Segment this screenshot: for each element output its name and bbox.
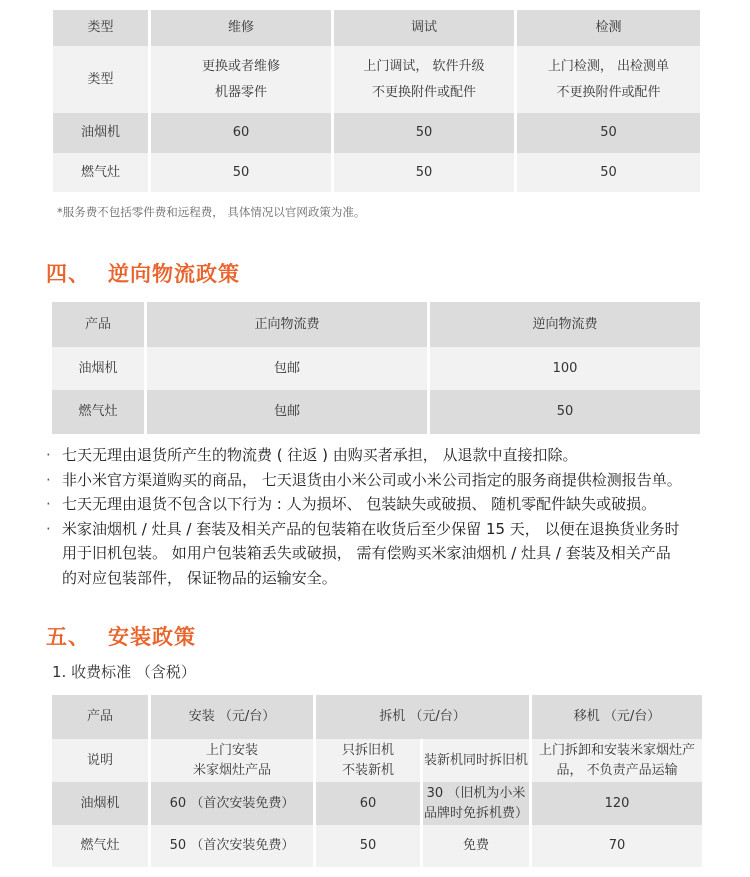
section-heading (46, 621, 196, 651)
cell-line: 不装新机 (341, 762, 394, 778)
table-header-row (53, 10, 700, 46)
table-cell (532, 739, 702, 782)
table-cell: 50 (517, 113, 700, 153)
cell-line: 不更换附件或配件 (556, 84, 661, 100)
table-row (52, 390, 700, 434)
table-cell: 50 (334, 153, 514, 192)
service-fee-table (50, 10, 703, 192)
bullet-icon: · (46, 495, 51, 513)
section-title: 安装政策 (108, 625, 196, 649)
policy-bullet-list (44, 443, 724, 590)
cell-line: 品， 不负责产品运输 (556, 762, 678, 778)
table-row (53, 113, 700, 153)
row-label: 油烟机 (52, 347, 144, 390)
table-cell: 包邮 (147, 390, 427, 434)
list-item (44, 443, 724, 468)
table-cell: 50 (151, 153, 331, 192)
table-cell (151, 46, 331, 113)
cell-line: 品牌时免拆机费） (424, 805, 529, 821)
table-row (53, 153, 700, 192)
row-label: 燃气灶 (52, 390, 144, 434)
table-cell: 包邮 (147, 347, 427, 390)
table-cell: 50 (316, 825, 420, 867)
table-cell: 装新机同时拆旧机 (423, 739, 529, 782)
row-label: 燃气灶 (53, 153, 148, 192)
table-header-row (52, 695, 702, 739)
table-cell: 50 (517, 153, 700, 192)
table-cell: 免费 (423, 825, 529, 867)
table-cell: 60 (316, 782, 420, 825)
row-label: 说明 (52, 739, 148, 782)
cell-line: 上门检测， 出检测单 (547, 58, 670, 74)
table-cell (316, 739, 420, 782)
header-cell: 维修 (151, 10, 331, 46)
table-cell (151, 739, 313, 782)
cell-line: 不更换附件或配件 (371, 84, 476, 100)
table-cell: 50 （首次安装免费） (151, 825, 313, 867)
table-cell: 60 (151, 113, 331, 153)
section-title: 逆向物流政策 (108, 262, 240, 286)
subsection-heading: 1. 收费标准 （含税） (52, 663, 196, 681)
table-cell: 60 （首次安装免费） (151, 782, 313, 825)
row-label: 油烟机 (52, 782, 148, 825)
table-row (53, 46, 700, 113)
list-item-text: 七天无理由退货不包含以下行为 : 人为损坏、 包装缺失或破损、 随机零配件缺失或破损。 (62, 495, 657, 513)
cell-line: 上门安装 (205, 743, 258, 758)
table-header-row (52, 302, 700, 347)
table-cell: 100 (430, 347, 700, 390)
table-cell (517, 46, 700, 113)
list-item (44, 492, 724, 517)
cell-line: 30 （旧机为小米 (426, 786, 526, 801)
section-number: 五、 (46, 625, 90, 649)
list-item-text: 非小米官方渠道购买的商品， 七天退货由小米公司或小米公司指定的服务商提供检测报告单。 (62, 470, 682, 489)
table-row (52, 782, 702, 825)
bullet-icon: · (46, 470, 51, 489)
header-cell: 产品 (52, 695, 148, 739)
header-cell: 逆向物流费 (430, 302, 700, 347)
footnote: *服务费不包括零件费和远程费， 具体情况以官网政策为准。 (57, 205, 366, 219)
header-cell: 拆机 （元/台） (316, 695, 529, 739)
header-cell: 安装 （元/台） (151, 695, 313, 739)
cell-line: 更换或者维修 (201, 58, 280, 74)
table-cell (423, 782, 529, 825)
header-cell: 类型 (53, 10, 148, 46)
table-row (52, 739, 702, 782)
table-cell (334, 46, 514, 113)
bullet-icon: · (46, 446, 51, 464)
header-cell: 产品 (52, 302, 144, 347)
header-cell: 移机 （元/台） (532, 695, 702, 739)
list-item-text: 米家油烟机 / 灶具 / 套装及相关产品的包装箱在收货后至少保留 15 天， 以便在退换货业务时用于旧机包装。 如用户包装箱丢失或破损， 需有偿购买米家油烟机 / 灶具 / 套装及相关产品的对应包装部件， 保证物品的运输安全。 (62, 519, 680, 587)
table-cell: 50 (430, 390, 700, 434)
cell-line: 上门拆卸和安装米家烟灶产 (539, 743, 696, 758)
header-cell: 正向物流费 (147, 302, 427, 347)
header-cell: 调试 (334, 10, 514, 46)
section-heading (46, 258, 240, 288)
bullet-icon: · (46, 519, 51, 538)
header-cell: 检测 (517, 10, 700, 46)
table-cell: 70 (532, 825, 702, 867)
row-label: 油烟机 (53, 113, 148, 153)
section-number: 四、 (46, 262, 90, 286)
logistics-table (49, 302, 703, 434)
row-label: 燃气灶 (52, 825, 148, 867)
list-item (44, 468, 724, 493)
list-item (44, 517, 682, 591)
list-item-text: 七天无理由退货所产生的物流费 ( 往返 ) 由购买者承担， 从退款中直接扣除。 (62, 446, 578, 464)
row-label: 类型 (53, 46, 148, 113)
cell-line: 米家烟灶产品 (192, 762, 271, 778)
installation-fee-table (49, 695, 705, 867)
table-row (52, 347, 700, 390)
table-row (52, 825, 702, 867)
cell-line: 只拆旧机 (341, 743, 394, 758)
cell-line: 上门调试， 软件升级 (363, 58, 485, 74)
cell-line: 机器零件 (214, 84, 267, 100)
table-cell: 120 (532, 782, 702, 825)
table-cell: 50 (334, 113, 514, 153)
